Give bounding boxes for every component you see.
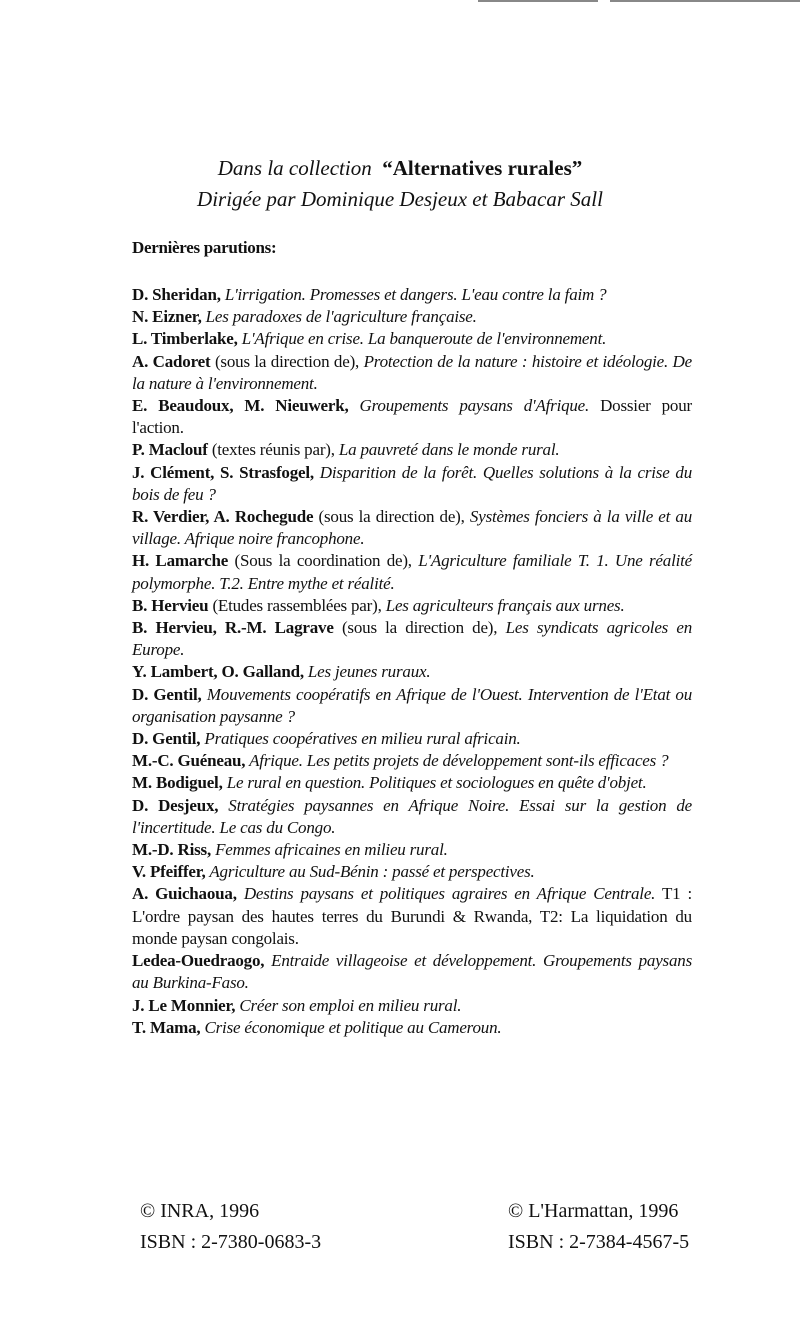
publication-entry	[132, 306, 692, 328]
entry-author: N. Eizner,	[132, 307, 202, 327]
entry-title: Créer son emploi en milieu rural.	[235, 995, 462, 1015]
entry-title: Agriculture au Sud-Bénin : passé et perspectives.	[205, 862, 535, 882]
publication-entry	[132, 617, 692, 661]
publication-entry	[132, 995, 692, 1017]
entry-author: J. Le Monnier,	[132, 995, 236, 1015]
entry-note: T1 : L'ordre paysan des hautes terres du Burundi & Rwanda, T2: La liquidation du monde paysan congolais.	[132, 884, 692, 948]
entry-author: A. Cadoret	[132, 351, 211, 371]
entry-title: Crise économique et politique au Cameroun.	[200, 1017, 502, 1037]
publication-entry	[132, 861, 692, 883]
entry-title: Femmes africaines en milieu rural.	[211, 840, 448, 860]
entry-author: A. Guichaoua,	[132, 884, 237, 904]
collection-directors	[0, 184, 800, 215]
publication-entry	[132, 839, 692, 861]
entry-author: V. Pfeiffer,	[132, 862, 206, 882]
entry-note: (sous la direction de),	[210, 351, 364, 371]
entry-author: P. Maclouf	[132, 440, 208, 460]
isbn-inra: ISBN : 2-7380-0683-3	[140, 1231, 322, 1253]
publication-entry	[132, 750, 692, 772]
entry-title: Les jeunes ruraux.	[303, 662, 431, 682]
entry-author: T. Mama,	[132, 1017, 201, 1037]
entry-author: D. Gentil,	[132, 684, 202, 704]
entry-author: R. Verdier, A. Rochegude	[132, 507, 314, 527]
entry-author: M.-D. Riss,	[132, 840, 212, 860]
entry-title: Mouvements coopératifs en Afrique de l'Ouest. Intervention de l'Etat ou organisation paysanne ?	[132, 684, 693, 726]
entry-note: (textes réunis par),	[207, 440, 339, 460]
publication-entry	[132, 1017, 692, 1039]
publication-entry	[132, 883, 692, 950]
isbn-harmattan: ISBN : 2-7384-4567-5	[508, 1231, 690, 1253]
entry-title: Les agriculteurs français aux urnes.	[385, 595, 625, 615]
publication-entry	[132, 284, 692, 306]
publication-entry	[132, 395, 692, 439]
publication-list	[132, 284, 692, 1039]
entry-note: (Sous la coordination de),	[228, 551, 419, 571]
publication-entry	[132, 728, 692, 750]
publication-entry	[132, 795, 692, 839]
entry-author: J. Clément, S. Strasfogel,	[132, 462, 314, 482]
publication-entry	[132, 950, 692, 994]
entry-author: B. Hervieu	[132, 595, 209, 615]
publication-entry	[132, 772, 692, 794]
publication-entry	[132, 462, 692, 506]
entry-title: Entraide villageoise et développement. Groupements paysans au Burkina-Faso.	[132, 951, 692, 993]
publication-entry	[132, 595, 692, 617]
entry-author: D. Desjeux,	[132, 795, 219, 815]
entry-author: L. Timberlake,	[132, 329, 238, 349]
scan-edge-line	[478, 0, 598, 2]
collection-directors-text: Dirigée par Dominique Desjeux et Babacar Sall	[197, 187, 603, 211]
entry-title: L'irrigation. Promesses et dangers. L'eau contre la faim ?	[220, 285, 607, 304]
entry-title: La pauvreté dans le monde rural.	[338, 440, 560, 460]
scan-edge-line	[610, 0, 800, 2]
entry-title: Destins paysans et politiques agraires en Afrique Centrale.	[236, 884, 656, 904]
entry-title: Disparition de la forêt. Quelles solutions à la crise du bois de feu ?	[132, 462, 692, 504]
entry-author: Y. Lambert, O. Galland,	[132, 662, 304, 682]
entry-note: (Etudes rassemblées par),	[208, 595, 386, 615]
collection-title-line	[0, 153, 800, 184]
entry-title: Les paradoxes de l'agriculture française.	[201, 307, 477, 327]
entry-author: B. Hervieu, R.-M. Lagrave	[132, 618, 334, 638]
copyright-harmattan: © L'Harmattan, 1996	[508, 1200, 679, 1222]
publication-entry	[132, 684, 692, 728]
entry-note: Dossier pour l'action.	[132, 396, 692, 438]
entry-author: D. Sheridan,	[132, 285, 221, 304]
entry-author: H. Lamarche	[132, 551, 229, 571]
publication-entry	[132, 661, 692, 683]
publication-entry	[132, 351, 692, 395]
collection-intro: Dans la collection	[217, 156, 372, 180]
entry-title: Les syndicats agricoles en Europe.	[132, 618, 692, 660]
copyright-inra: © INRA, 1996	[140, 1200, 260, 1222]
entry-note: (sous la direction de),	[333, 618, 506, 638]
entry-title: Afrique. Les petits projets de développement sont-ils efficaces ?	[245, 751, 669, 771]
entry-author: M.-C. Guéneau,	[132, 751, 246, 771]
collection-name: “Alternatives rurales”	[382, 156, 583, 180]
entry-title: Pratiques coopératives en milieu rural africain.	[200, 729, 521, 749]
entry-author: E. Beaudoux, M. Nieuwerk,	[132, 396, 349, 416]
footer-inra	[140, 1196, 321, 1258]
entry-title: Protection de la nature : histoire et idéologie. De la nature à l'environnement.	[132, 351, 692, 393]
entry-note: (sous la direction de),	[313, 507, 470, 527]
entry-title: L'Agriculture familiale T. 1. Une réalité polymorphe. T.2. Entre mythe et réalité.	[132, 551, 692, 593]
entry-author: Ledea-Ouedraogo,	[132, 951, 265, 971]
footer-harmattan	[508, 1196, 689, 1258]
entry-title: L'Afrique en crise. La banqueroute de l'environnement.	[237, 329, 607, 349]
collection-header	[0, 153, 800, 215]
entry-title: Stratégies paysannes en Afrique Noire. Essai sur la gestion de l'incertitude. Le cas du Congo.	[132, 795, 692, 837]
entry-title: Systèmes fonciers à la ville et au village. Afrique noire francophone.	[132, 507, 692, 549]
entry-title: Le rural en question. Politiques et sociologues en quête d'objet.	[222, 773, 647, 793]
entry-author: M. Bodiguel,	[132, 773, 223, 793]
section-heading: Dernières parutions:	[132, 238, 277, 257]
publication-entry	[132, 550, 692, 594]
entry-author: D. Gentil,	[132, 729, 201, 749]
publication-entry	[132, 328, 692, 350]
publication-entry	[132, 506, 692, 550]
publication-entry	[132, 439, 692, 461]
entry-title: Groupements paysans d'Afrique.	[348, 396, 590, 416]
